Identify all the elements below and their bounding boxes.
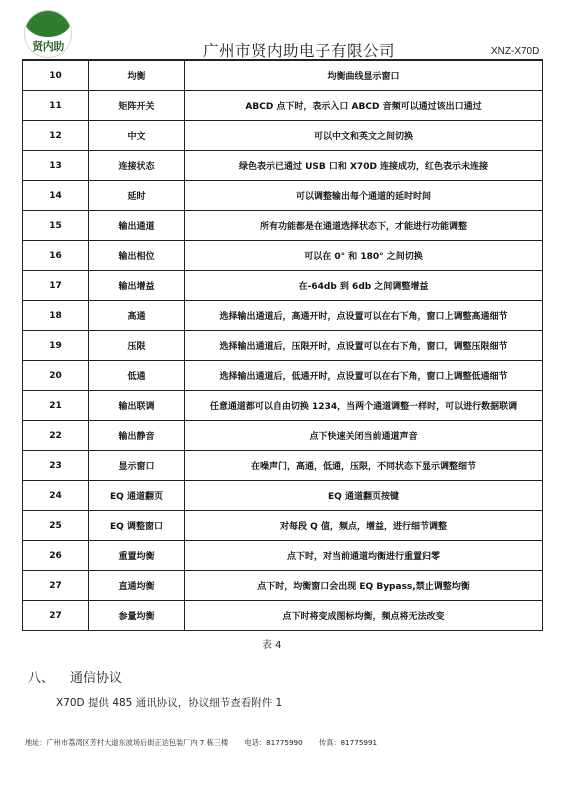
function-name: 矩阵开关 <box>89 91 185 121</box>
leaf-icon <box>25 11 71 37</box>
section-heading <box>28 667 122 686</box>
function-description: 选择输出通道后，高通开时，点设置可以在右下角，窗口上调整高通细节 <box>185 301 543 331</box>
function-description: 均衡曲线显示窗口 <box>185 61 543 91</box>
table-row <box>23 361 543 391</box>
table-row <box>23 481 543 511</box>
table-caption: 表 4 <box>262 640 282 651</box>
function-description: 所有功能都是在通道选择状态下，才能进行功能调整 <box>185 211 543 241</box>
function-description: 点下时，均衡窗口会出现 EQ Bypass,禁止调整均衡 <box>185 571 543 601</box>
row-number: 22 <box>23 421 89 451</box>
function-description: 可以在 0° 和 180° 之间切换 <box>185 241 543 271</box>
function-description: 点下快速关闭当前通道声音 <box>185 421 543 451</box>
function-name: 高通 <box>89 301 185 331</box>
function-name: 连接状态 <box>89 151 185 181</box>
function-description: 选择输出通道后，压限开时，点设置可以在右下角，窗口，调整压限细节 <box>185 331 543 361</box>
table-row <box>23 301 543 331</box>
table-row <box>23 451 543 481</box>
table-row <box>23 151 543 181</box>
section-number: 八、 <box>28 671 55 686</box>
function-description: 在-64db 到 6db 之间调整增益 <box>185 271 543 301</box>
row-number: 26 <box>23 541 89 571</box>
function-description: 在噪声门，高通，低通，压限，不同状态下显示调整细节 <box>185 451 543 481</box>
row-number: 17 <box>23 271 89 301</box>
row-number: 10 <box>23 61 89 91</box>
row-number: 14 <box>23 181 89 211</box>
row-number: 11 <box>23 91 89 121</box>
row-number: 18 <box>23 301 89 331</box>
table-row <box>23 571 543 601</box>
function-name: 输出相位 <box>89 241 185 271</box>
function-name: 低通 <box>89 361 185 391</box>
row-number: 24 <box>23 481 89 511</box>
function-name: 压限 <box>89 331 185 361</box>
function-name: 直通均衡 <box>89 571 185 601</box>
row-number: 25 <box>23 511 89 541</box>
function-description: EQ 通道翻页按键 <box>185 481 543 511</box>
row-number: 20 <box>23 361 89 391</box>
page-footer <box>25 738 391 748</box>
table-row <box>23 511 543 541</box>
section-body: X70D 提供 485 通讯协议，协议细节查看附件 1 <box>56 697 283 709</box>
row-number: 19 <box>23 331 89 361</box>
function-description: 点下时，对当前通道均衡进行重置归零 <box>185 541 543 571</box>
function-name: 输出通道 <box>89 211 185 241</box>
row-number: 27 <box>23 571 89 601</box>
table-row <box>23 241 543 271</box>
footer-fax: 传真：81775991 <box>318 738 378 747</box>
function-name: 输出静音 <box>89 421 185 451</box>
function-name: 延时 <box>89 181 185 211</box>
function-description: 可以调整输出每个通道的延时时间 <box>185 181 543 211</box>
row-number: 12 <box>23 121 89 151</box>
function-table <box>22 60 543 631</box>
function-name: 显示窗口 <box>89 451 185 481</box>
function-description: 绿色表示已通过 USB 口和 X70D 连接成功，红色表示未连接 <box>185 151 543 181</box>
table-row <box>23 541 543 571</box>
company-logo <box>24 10 72 58</box>
company-name: 广州市贤内助电子有限公司 <box>203 42 396 60</box>
function-description: 选择输出通道后，低通开时，点设置可以在右下角，窗口上调整低通细节 <box>185 361 543 391</box>
function-name: EQ 调整窗口 <box>89 511 185 541</box>
table-row <box>23 211 543 241</box>
function-name: 输出增益 <box>89 271 185 301</box>
table-row <box>23 421 543 451</box>
table-row <box>23 181 543 211</box>
function-description: 任意通道都可以自由切换 1234，当两个通道调整一样时，可以进行数据联调 <box>185 391 543 421</box>
table-row <box>23 61 543 91</box>
table-row <box>23 391 543 421</box>
row-number: 13 <box>23 151 89 181</box>
function-description: 点下时将变成图标均衡，频点将无法改变 <box>185 601 543 631</box>
function-name: EQ 通道翻页 <box>89 481 185 511</box>
table-row <box>23 601 543 631</box>
function-description: ABCD 点下时，表示入口 ABCD 音频可以通过该出口通过 <box>185 91 543 121</box>
logo-text: 贤内助 <box>32 40 64 53</box>
section-title: 通信协议 <box>70 671 123 686</box>
table-row <box>23 121 543 151</box>
row-number: 15 <box>23 211 89 241</box>
table-row <box>23 271 543 301</box>
function-name: 中文 <box>89 121 185 151</box>
function-description: 可以中文和英文之间切换 <box>185 121 543 151</box>
footer-phone: 电话：81775990 <box>244 738 303 747</box>
row-number: 23 <box>23 451 89 481</box>
function-name: 均衡 <box>89 61 185 91</box>
row-number: 27 <box>23 601 89 631</box>
function-name: 重置均衡 <box>89 541 185 571</box>
row-number: 16 <box>23 241 89 271</box>
document-code: XNZ-X70D <box>491 46 540 57</box>
table-row <box>23 91 543 121</box>
footer-address: 地址：广州市荔湾区芳村大道东波场后街正达包装厂内 7 栋三楼 <box>25 738 229 747</box>
table-row <box>23 331 543 361</box>
function-name: 输出联调 <box>89 391 185 421</box>
row-number: 21 <box>23 391 89 421</box>
function-name: 参量均衡 <box>89 601 185 631</box>
function-description: 对每段 Q 值，频点，增益，进行细节调整 <box>185 511 543 541</box>
